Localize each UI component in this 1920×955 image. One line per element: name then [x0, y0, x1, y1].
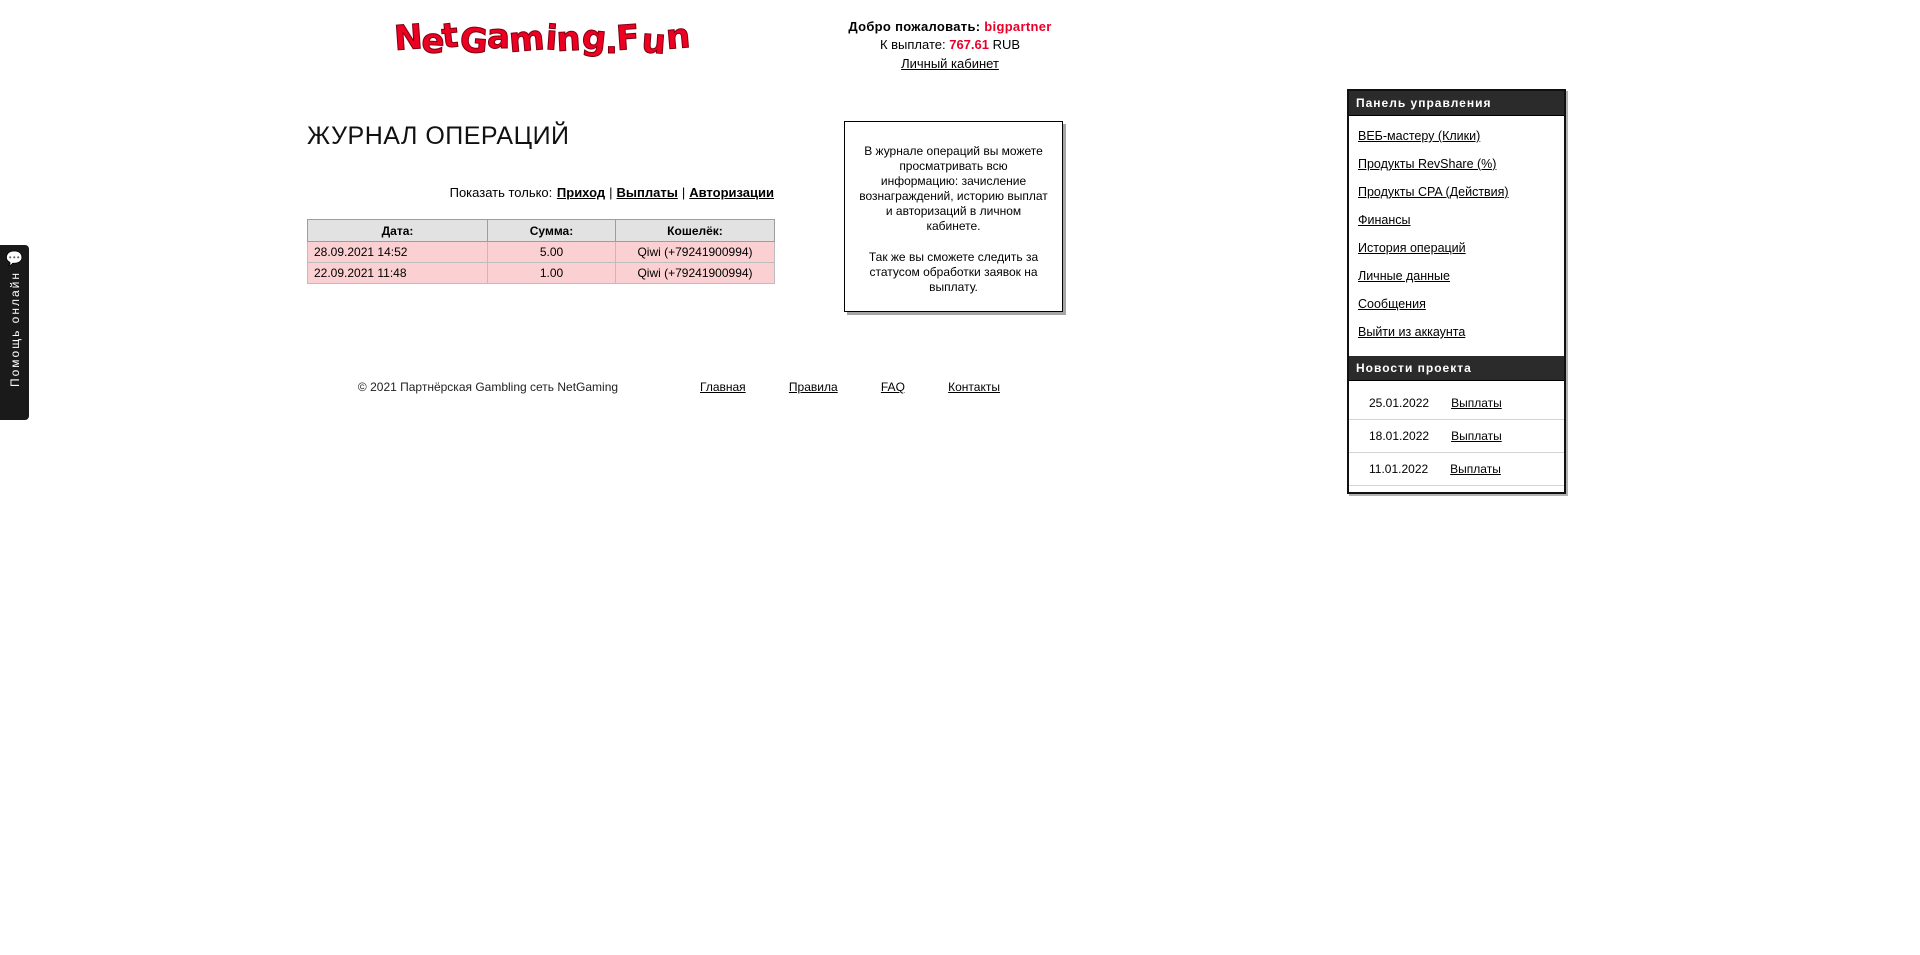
filter-income[interactable]: Приход	[556, 185, 606, 200]
svg-text:N: N	[393, 17, 425, 59]
help-online-label: Помощь онлайн	[7, 271, 22, 387]
sidebar-item-cpa-products[interactable]: Продукты CPA (Действия)	[1358, 185, 1509, 199]
payout-line	[800, 36, 1100, 53]
sidebar-item-revshare-products[interactable]: Продукты RevShare (%)	[1358, 157, 1497, 171]
welcome-line	[800, 18, 1100, 35]
svg-text:i: i	[544, 18, 559, 59]
help-online-tab[interactable]	[0, 245, 29, 420]
table-row	[308, 242, 775, 263]
footer-copyright: © 2021 Партнёрская Gambling сеть NetGaming	[357, 380, 619, 394]
column-header-sum: Сумма:	[488, 220, 616, 242]
page-title: ЖУРНАЛ ОПЕРАЦИЙ	[307, 122, 570, 150]
svg-text:G: G	[458, 20, 490, 63]
filter-bar	[307, 185, 775, 200]
news-panel-title: Новости проекта	[1349, 356, 1564, 381]
payout-amount: 767.61	[949, 37, 989, 52]
payout-label: К выплате:	[879, 37, 946, 52]
filter-separator: |	[609, 185, 613, 200]
svg-text:m: m	[507, 18, 547, 61]
news-link[interactable]: Выплаты	[1451, 396, 1502, 410]
sidebar-item-operations-history[interactable]: История операций	[1358, 241, 1466, 255]
svg-text:e: e	[420, 21, 446, 63]
personal-account-link[interactable]: Личный кабинет	[901, 56, 999, 71]
footer-link-rules[interactable]: Правила	[788, 380, 838, 394]
account-summary	[800, 18, 1100, 72]
news-link[interactable]: Выплаты	[1450, 462, 1501, 476]
cell-sum: 1.00	[488, 263, 616, 284]
column-header-wallet: Кошелёк:	[616, 220, 775, 242]
svg-text:u: u	[640, 21, 668, 63]
filter-authorizations[interactable]: Авторизации	[689, 185, 774, 200]
news-list	[1349, 381, 1564, 492]
cell-wallet: Qiwi (+79241900994)	[616, 263, 775, 284]
news-date: 18.01.2022	[1369, 429, 1430, 443]
payout-currency: RUB	[992, 37, 1021, 52]
username: bigpartner	[984, 19, 1052, 34]
svg-text:F: F	[614, 17, 641, 59]
sidebar-item-messages[interactable]: Сообщения	[1358, 297, 1426, 311]
news-link[interactable]: Выплаты	[1451, 429, 1502, 443]
operations-table	[307, 219, 775, 284]
svg-text:n: n	[664, 16, 692, 58]
news-date: 25.01.2022	[1369, 396, 1430, 410]
svg-text:g: g	[580, 17, 609, 60]
sidebar-item-webmaster-clicks[interactable]: ВЕБ-мастеру (Клики)	[1358, 129, 1481, 143]
filter-payouts[interactable]: Выплаты	[616, 185, 678, 200]
svg-text:t: t	[439, 15, 461, 57]
sidebar-item-logout[interactable]: Выйти из аккаунта	[1358, 325, 1466, 339]
control-panel-title: Панель управления	[1349, 91, 1564, 116]
filter-label: Показать только:	[449, 185, 553, 200]
list-item	[1349, 387, 1564, 420]
info-paragraph-1: В журнале операций вы можете просматривать всю информацию: зачисление вознаграждений, историю выплат и авторизаций в личном кабинете.	[859, 144, 1048, 233]
filter-separator: |	[681, 185, 686, 200]
control-panel-menu	[1349, 116, 1564, 356]
footer-nav	[700, 380, 1000, 394]
footer-link-home[interactable]: Главная	[700, 380, 746, 394]
list-item	[1349, 453, 1564, 486]
sidebar-item-finance[interactable]: Финансы	[1358, 213, 1411, 227]
cell-sum: 5.00	[488, 242, 616, 263]
footer-link-faq[interactable]: FAQ	[880, 380, 905, 394]
table-row	[308, 263, 775, 284]
svg-text:a: a	[487, 17, 510, 57]
cell-date: 28.09.2021 14:52	[308, 242, 488, 263]
svg-text:n: n	[555, 18, 582, 60]
svg-text:.: .	[605, 22, 618, 62]
table-header-row	[308, 220, 775, 242]
list-item	[1349, 420, 1564, 453]
info-box	[844, 121, 1063, 312]
footer-link-contacts[interactable]: Контакты	[948, 380, 1000, 394]
cell-wallet: Qiwi (+79241900994)	[616, 242, 775, 263]
speech-bubble-icon: 💬	[5, 250, 24, 266]
cell-date: 22.09.2021 11:48	[308, 263, 488, 284]
info-paragraph-2: Так же вы сможете следить за статусом обработки заявок на выплату.	[868, 250, 1039, 294]
news-date: 11.01.2022	[1369, 462, 1429, 476]
column-header-date: Дата:	[308, 220, 488, 242]
welcome-prefix: Добро пожаловать:	[848, 19, 981, 34]
sidebar-item-personal-data[interactable]: Личные данные	[1358, 269, 1450, 283]
site-logo[interactable]	[393, 14, 698, 64]
right-sidebar	[1347, 89, 1566, 494]
